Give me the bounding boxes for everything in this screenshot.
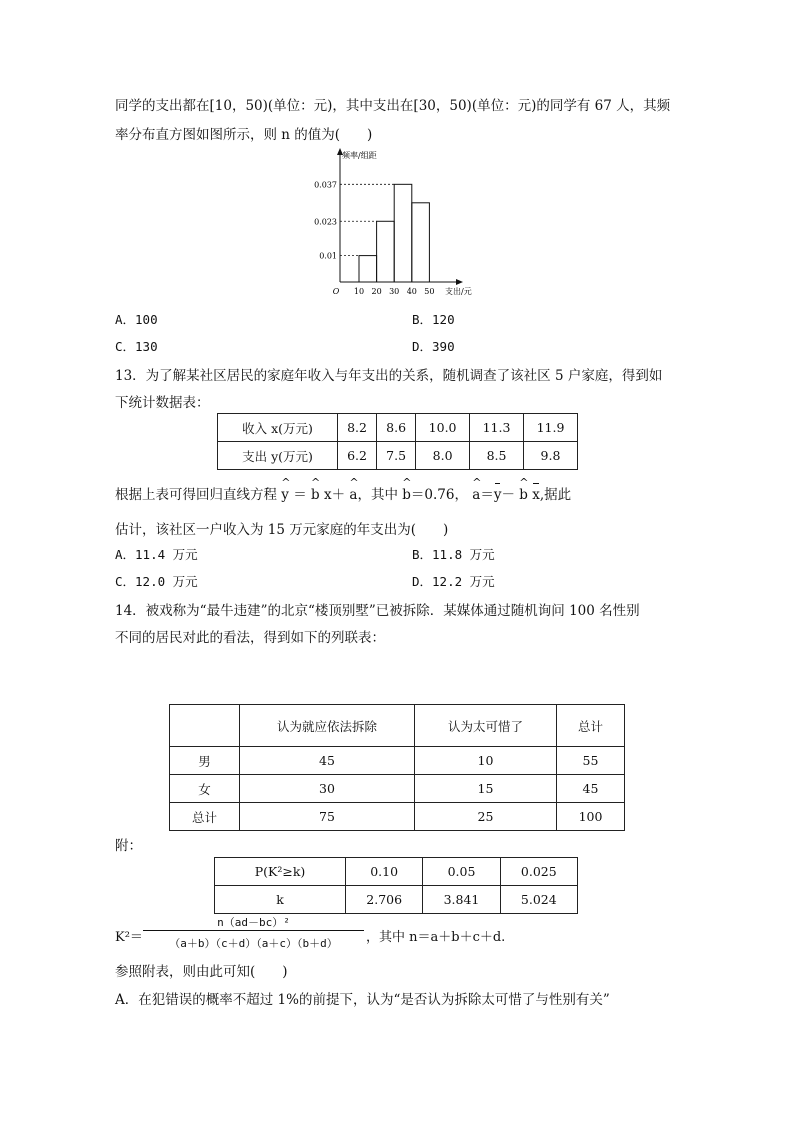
income-cell: 8.2: [338, 414, 377, 442]
histogram-bar: [412, 203, 430, 282]
formula-tail: ，其中 n＝a＋b＋c＋d.: [366, 930, 506, 945]
header-demolish: 认为就应依法拆除: [240, 705, 415, 747]
histogram-bar: [359, 256, 377, 282]
header-total: 总计: [557, 705, 625, 747]
kt-cell: 2.706: [346, 886, 423, 914]
x-tick-label: 20: [371, 287, 382, 296]
q14-text-line5: 参照附表，则由此可知( ): [115, 964, 288, 980]
eq-yhat: ^ y: [281, 487, 289, 503]
table-cell: 100: [557, 803, 625, 831]
formula-numerator: n（ad－bc）²: [217, 916, 290, 929]
y-tick-label: 0.01: [319, 251, 337, 261]
q12-text-line1: 同学的支出都在[10，50)(单位：元)，其中支出在[30，50)(单位：元)的同学有 67 人，其频: [115, 98, 671, 114]
eq-x-plus: x＋: [323, 487, 346, 503]
y-tick-label: 0.037: [314, 180, 337, 190]
q12-option-c: C．130: [115, 339, 158, 354]
table-cell: 45: [240, 747, 415, 775]
expense-cell: 7.5: [377, 442, 416, 470]
header-blank: [170, 705, 240, 747]
eq-ahat: ^ a: [349, 487, 357, 503]
table-cell: 55: [557, 747, 625, 775]
kt-cell: 0.05: [423, 858, 500, 886]
expense-cell: 9.8: [524, 442, 578, 470]
expense-cell: 6.2: [338, 442, 377, 470]
histogram-chart: [314, 146, 488, 298]
formula-lhs: K²＝: [115, 930, 143, 945]
q12-option-a: A．100: [115, 312, 158, 327]
eq-bhat-2: ^ b: [402, 487, 411, 503]
table-cell: 25: [415, 803, 557, 831]
x-tick-label: 30: [389, 287, 400, 296]
origin-label: O: [332, 287, 340, 296]
kt-cell: 0.025: [500, 858, 577, 886]
eq-end: ,据此: [539, 487, 572, 503]
x-axis-label: 支出/元: [445, 287, 472, 296]
eq-bhat-3: ^ b: [519, 487, 528, 503]
q13-text-line1: 13．为了解某社区居民的家庭年收入与年支出的关系，随机调查了该社区 5 户家庭，得到如: [115, 368, 663, 384]
row-label-total: 总计: [170, 803, 240, 831]
q13-option-a: A．11.4 万元: [115, 547, 198, 562]
income-cell: 11.9: [524, 414, 578, 442]
formula-denominator: （a＋b）（c＋d）（a＋c）（b＋d）: [169, 937, 338, 950]
header-pity: 认为太可惜了: [415, 705, 557, 747]
x-tick-label: 50: [424, 287, 435, 296]
table-cell: 15: [415, 775, 557, 803]
y-axis-label: 频率/组距: [342, 151, 377, 160]
kt-cell: 5.024: [500, 886, 577, 914]
income-expense-table: [217, 413, 578, 470]
expense-cell: 8.0: [416, 442, 470, 470]
income-cell: 10.0: [416, 414, 470, 442]
q13-text-line4: 估计，该社区一户收入为 15 万元家庭的年支出为( ): [115, 522, 449, 538]
kt-label-p: P(K²≥k): [215, 858, 346, 886]
eq-xbar: x: [532, 487, 540, 503]
histogram-bar: [377, 221, 395, 282]
contingency-table: [169, 704, 625, 831]
y-tick-label: 0.023: [314, 217, 337, 227]
eq-ybar: y: [493, 487, 502, 503]
fraction-bar: [143, 930, 364, 931]
q14-option-a: A．在犯错误的概率不超过 1%的前提下，认为“是否认为拆除太可惜了与性别有关”: [115, 992, 610, 1008]
eq-prefix: 根据上表可得回归直线方程: [115, 487, 277, 503]
eq-bhat: ^ b: [311, 487, 320, 503]
eq-b-value: ＝0.76，: [410, 487, 468, 503]
table-cell: 75: [240, 803, 415, 831]
kt-cell: 3.841: [423, 886, 500, 914]
q13-option-b: B．11.8 万元: [412, 547, 495, 562]
x-tick-label: 10: [353, 287, 365, 296]
row-label-female: 女: [170, 775, 240, 803]
income-cell: 11.3: [470, 414, 524, 442]
table-cell: 10: [415, 747, 557, 775]
kt-label-k: k: [215, 886, 346, 914]
critical-value-table: [214, 857, 578, 914]
q12-option-b: B．120: [412, 312, 455, 327]
row-label-male: 男: [170, 747, 240, 775]
eq-equals-2: ＝: [480, 487, 494, 503]
appendix-label: 附：: [115, 838, 142, 854]
q12-text-line2: 率分布直方图如图所示，则 n 的值为( ): [115, 127, 373, 143]
eq-minus: －: [501, 487, 515, 503]
q13-option-c: C．12.0 万元: [115, 574, 198, 589]
x-axis-arrow: [456, 279, 463, 285]
x-tick-label: 40: [406, 287, 417, 296]
table-cell: 30: [240, 775, 415, 803]
q12-option-d: D．390: [412, 339, 455, 354]
histogram-bar: [394, 184, 412, 282]
income-cell: 8.6: [377, 414, 416, 442]
kt-cell: 0.10: [346, 858, 423, 886]
row-label-expense: 支出 y(万元): [218, 442, 338, 470]
eq-mid: ，其中: [357, 487, 398, 503]
q13-text-line2: 下统计数据表：: [115, 395, 210, 411]
q14-text-line2: 不同的居民对此的看法，得到如下的列联表：: [115, 630, 385, 646]
q14-text-line1: 14．被戏称为“最牛违建”的北京“楼顶别墅”已被拆除．某媒体通过随机询问 100 名性别: [115, 603, 640, 619]
q13-option-d: D．12.2 万元: [412, 574, 495, 589]
eq-equals: ＝: [293, 487, 307, 503]
eq-ahat-2: ^ a: [472, 487, 480, 503]
q13-regression-line: [115, 483, 571, 503]
expense-cell: 8.5: [470, 442, 524, 470]
row-label-income: 收入 x(万元): [218, 414, 338, 442]
table-cell: 45: [557, 775, 625, 803]
